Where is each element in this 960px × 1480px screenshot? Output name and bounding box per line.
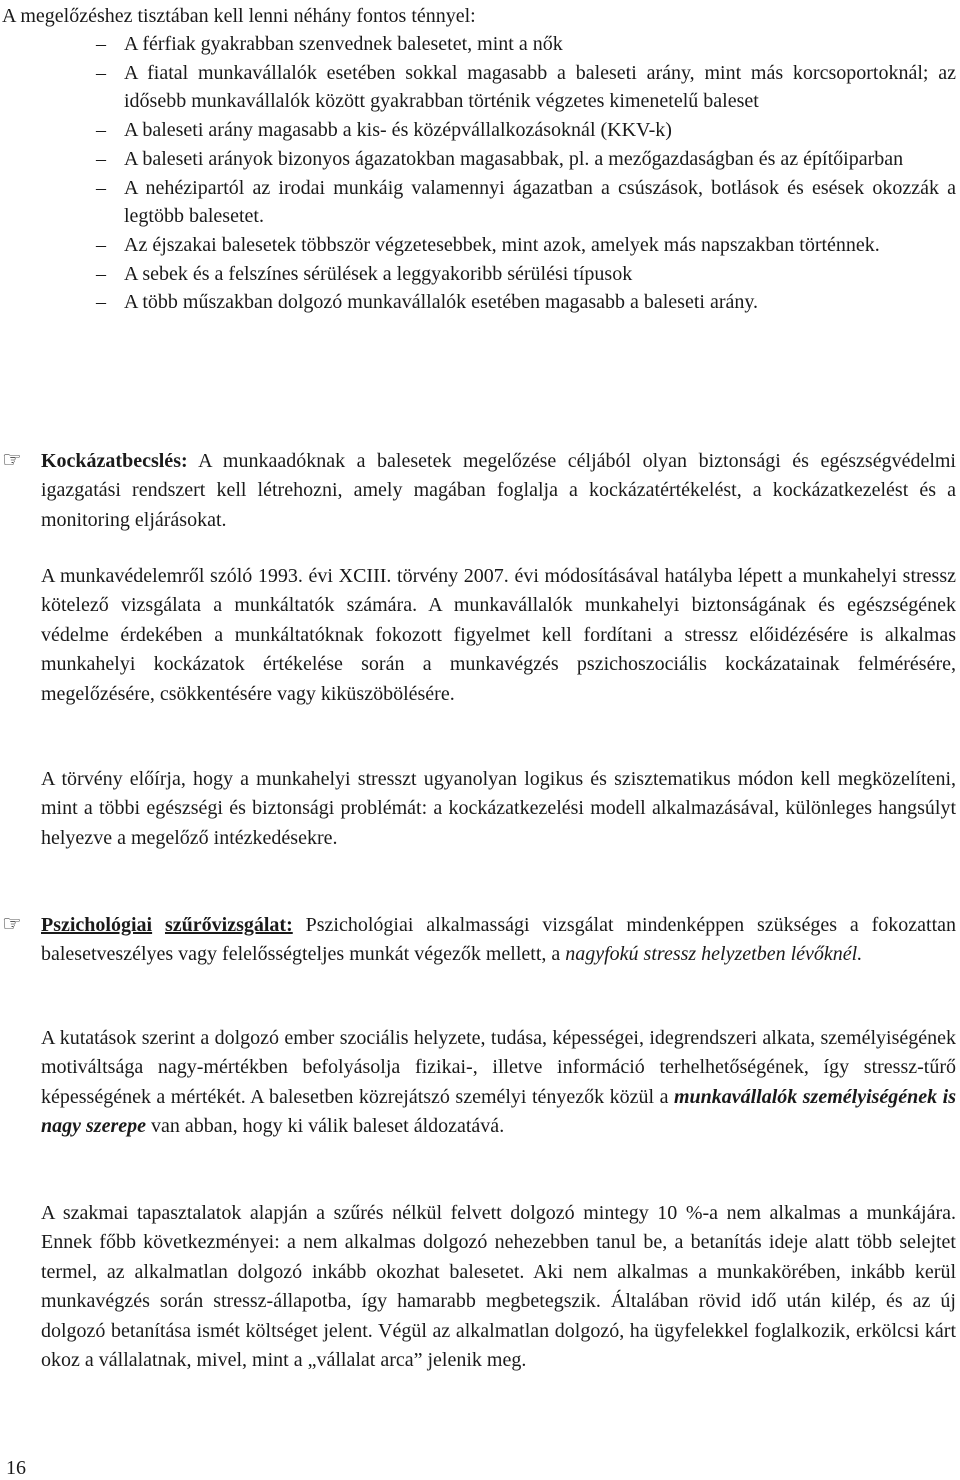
fact-text: A nehézipartól az irodai munkáig valamennyi ágazatban a csúszások, botlások és esések okozzák a legtöbb balesetet. xyxy=(124,176,956,228)
fact-text: A baleseti arány magasabb a kis- és középvállalkozásoknál (KKV-k) xyxy=(124,119,672,142)
pointing-hand-icon: ☞ xyxy=(2,911,22,936)
research-text: A kutatások szerint a dolgozó ember szociális helyzete, tudása, képességei, idegrendszeri alkata, személyiségének motiváltsága nagy-mértékben befolyásolja fizikai-, illetve információ terhelhetőségének, így stressz-tűrő képességének a mértékét. A balesetben közrejátszó személyi tényezők közül a xyxy=(41,1027,956,1108)
screening-text: Pszichológiai alkalmassági vizsgálat mindenképpen szükséges a fokozattan balesetveszélyes vagy felelősségteljes munkát végezők mellett, a xyxy=(41,914,957,966)
law-paragraph-2: A törvény előírja, hogy a munkahelyi stresszt ugyanolyan logikus és szisztematikus módon kell megközelíteni, mint a többi egészségi és biztonsági problémát: a kockázatkezelési modell alkalmazásával, különleges hangsúlyt helyezve a megelőző intézkedésekre. xyxy=(41,768,956,849)
dash-icon: – xyxy=(96,233,106,256)
risk-assessment-text: A munkaadóknak a balesetek megelőzése céljából olyan biztonsági és egészségvédelmi igazgatási rendszert kell létrehozni, amely magában foglalja a kockázatértékelést, a kockázatkezelést és a monitoring eljárásokat. xyxy=(41,450,956,531)
dash-icon: – xyxy=(96,33,106,55)
dash-icon: – xyxy=(96,61,106,84)
dash-icon: – xyxy=(96,262,106,285)
research-tail: van abban, hogy ki válik baleset áldozatává. xyxy=(145,1115,505,1138)
fact-item xyxy=(0,145,960,174)
fact-item xyxy=(0,231,960,260)
fact-text: A baleseti arányok bizonyos ágazatokban magasabbak, pl. a mezőgazdaságban és az építőiparban xyxy=(124,147,904,170)
fact-text: A fiatal munkavállalók esetében sokkal magasabb a baleseti arány, mint más korcsoportoknál; az idősebb munkavállalók között gyakrabban történik végzetes kimenetelű baleset xyxy=(124,61,956,113)
dash-icon: – xyxy=(96,176,106,199)
risk-assessment-term: Kockázatbecslés: xyxy=(41,450,188,472)
dash-icon: – xyxy=(96,291,106,314)
dash-icon: – xyxy=(96,119,106,142)
fact-text: A sebek és a felszínes sérülések a leggyakoribb sérülési típusok xyxy=(124,262,633,285)
fact-item xyxy=(0,288,960,317)
fact-text: Az éjszakai balesetek többször végzetesebbek, mint azok, amelyek más napszakban történnek. xyxy=(124,233,880,256)
experience-paragraph: A szakmai tapasztalatok alapján a szűrés nélkül felvett dolgozó mintegy 10 %-a nem alkalmas a munkájára. Ennek főbb következményei: a nem alkalmas dolgozó nehezebben tanul be, a betanítás ideje alatt több selejtet termel, az alkalmatlan dolgozó inkább okozhat balesetet. Aki nem alkalmas a munkakörében, inkább kerül munkavégzés során stressz-állapotba, így hamarabb megbetegszik. Általában rövid idő után kilép, és az új dolgozó betanítása ismét költséget jelent. Végül az alkalmatlan dolgozó, ha ügyfelekkel foglalkozik, erkölcsi kárt okoz a vállalatnak, mivel, mint a „vállalat arca” jelenik meg. xyxy=(41,1202,956,1372)
fact-item xyxy=(0,116,960,145)
fact-item xyxy=(0,174,960,231)
fact-text: A több műszakban dolgozó munkavállalók esetében magasabb a baleseti arány. xyxy=(124,291,759,314)
fact-text: A férfiak gyakrabban szenvednek balesetet, mint a nők xyxy=(124,33,563,55)
risk-assessment-paragraph xyxy=(41,447,956,535)
fact-item xyxy=(0,59,960,116)
fact-item xyxy=(0,30,960,59)
fact-item xyxy=(0,260,960,289)
law-paragraph: A munkavédelemről szóló 1993. évi XCIII. törvény 2007. évi módosításával hatályba lépett a munkahelyi stressz kötelező vizsgálata a munkáltatók számára. A munkavállalók munkahelyi biztonságának és egészségének védelme érdekében a munkáltatóknak fokozott figyelmet kell fordítani a stressz előidézésére is alkalmas munkahelyi kockázatok értékelése során a munkavégzés pszichoszociális kockázatainak felmérésére, megelőzésére, csökkentésére vagy kiküszöbölésére. xyxy=(41,565,956,705)
screening-term-1: Pszichológiai xyxy=(41,914,153,936)
screening-term-2: szűrővizsgálat: xyxy=(164,914,293,936)
research-emphasis: munkavállalók személyiségének is nagy szerepe xyxy=(41,1085,957,1138)
dash-icon: – xyxy=(96,147,106,170)
pointing-hand-icon: ☞ xyxy=(2,447,22,472)
screening-paragraph xyxy=(41,911,956,970)
intro-line: A megelőzéshez tisztában kell lenni néhány fontos ténnyel: xyxy=(2,5,476,27)
facts-list xyxy=(0,30,960,317)
research-paragraph xyxy=(41,1024,956,1142)
screening-italic: nagyfokú stressz helyzetben lévőknél. xyxy=(565,943,863,966)
page-number: 16 xyxy=(6,1457,26,1479)
